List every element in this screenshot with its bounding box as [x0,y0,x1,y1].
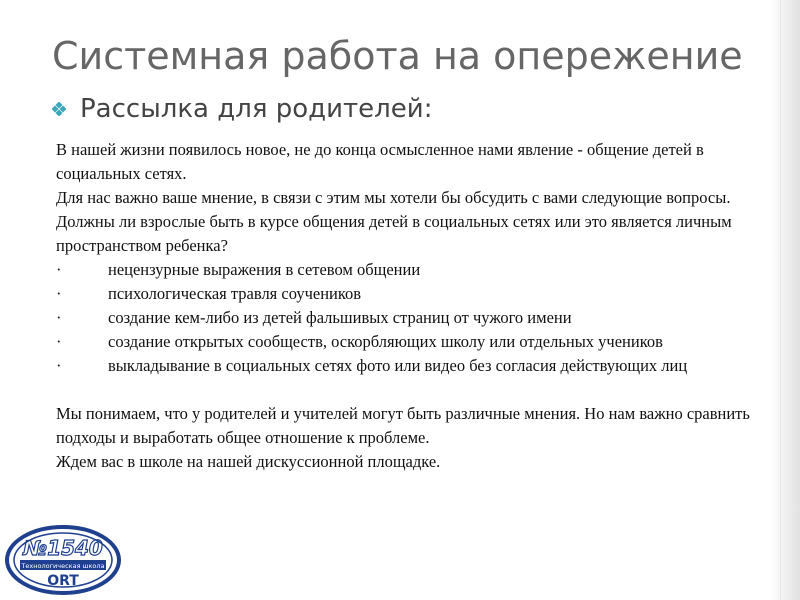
bullet-item [56,330,768,354]
bullet-text: нецензурные выражения в сетевом общении [108,260,421,279]
logo-number: №1540 [23,536,103,560]
body-text [56,138,768,474]
bullet-item [56,282,768,306]
paragraph: В нашей жизни появилось новое, не до конца осмысленное нами явление - общение детей в социальных сетях. [56,140,704,183]
school-logo-icon [4,524,122,596]
slide-title: Системная работа на опережение [52,34,743,78]
bullet-item [56,354,768,378]
diamond-bullet-icon [52,102,66,116]
bullet-text: создание кем-либо из детей фальшивых страниц от чужого имени [108,308,572,327]
bullet-marker: · [56,284,62,303]
bullet-text: выкладывание в социальных сетях фото или видео без согласия действующих лиц [108,356,688,375]
spacer [56,378,768,402]
bullet-item [56,258,768,282]
bullet-item [56,306,768,330]
bullet-marker: · [56,260,62,279]
paragraph: Должны ли взрослые быть в курсе общения детей в социальных сетях или это является личным пространством ребенка? [56,212,732,255]
bullet-text: психологическая травля соучеников [108,284,362,303]
closing-paragraph: Ждем вас в школе на нашей дискуссионной площадке. [56,452,441,471]
bullet-marker: · [56,332,62,351]
logo-brand: ORT [47,573,79,589]
decorative-stripe [770,0,800,600]
paragraph: Для нас важно ваше мнение, в связи с этим мы хотели бы обсудить с вами следующие вопросы. [56,188,731,207]
subtitle-row [52,94,432,124]
bullet-marker: · [56,308,62,327]
bullet-marker: · [56,356,62,375]
slide-subtitle: Рассылка для родителей: [80,94,433,124]
logo-caption: Технологическая школа [21,562,105,570]
closing-paragraph: Мы понимаем, что у родителей и учителей могут быть различные мнения. Но нам важно сравнить подходы и выработать общее отношение к проблеме. [56,404,750,447]
bullet-text: создание открытых сообществ, оскорбляющих школу или отдельных учеников [108,332,663,351]
